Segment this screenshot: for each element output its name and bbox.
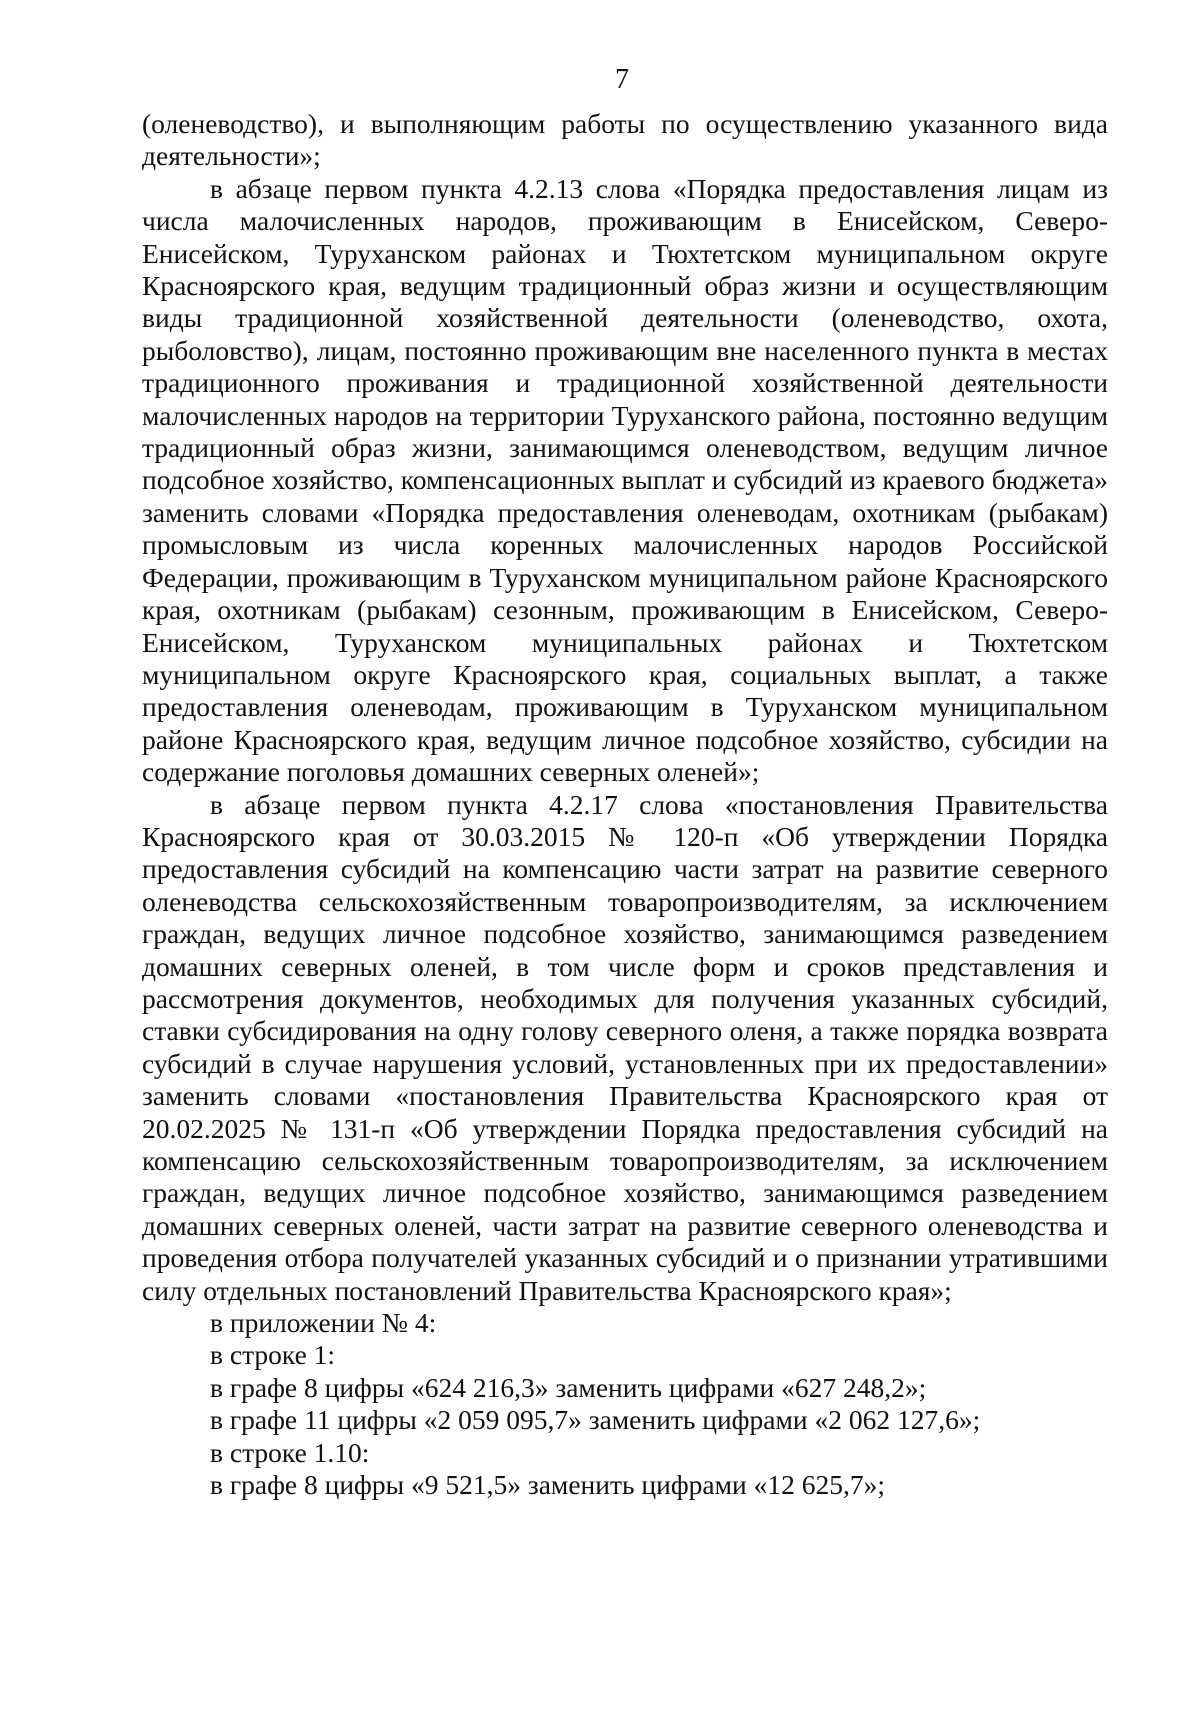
document-body (142, 108, 1108, 1501)
line-appendix-4: в приложении № 4: (210, 1307, 437, 1339)
line-row-1-10: в строке 1.10: (210, 1436, 370, 1468)
line-column-11-row-1: в графе 11 цифры «2 059 095,7» заменить цифрами «2 062 127,6»; (210, 1404, 981, 1436)
paragraph-item-4-2-13: в абзаце первом пункта 4.2.13 слова «Порядка предоставления лицам из числа малочисленных народов, проживающим в Енисейском, Северо-Енисейском, Туруханском районах и Тюхтетском муниципальном округе Красноярского края, ведущим традиционный образ жизни и осуществляющим виды традиционной хозяйственной деятельности (оленеводство, охота, рыболовство), лицам, постоянно проживающим вне населенного пункта в местах традиционного проживания и традиционной хозяйственной деятельности малочисленных народов на территории Туруханского района, постоянно ведущим традиционный образ жизни, занимающимся оленеводством, ведущим личное подсобное хозяйство, компенсационных выплат и субсидий из краевого бюджета» заменить словами «Порядка предоставления оленеводам, охотникам (рыбакам) промысловым из числа коренных малочисленных народов Российской Федерации, проживающим в Туруханском муниципальном районе Красноярского края, охотникам (рыбакам) сезонным, проживающим в Енисейском, Северо-Енисейском, Туруханском муниципальных районах и Тюхтетском муниципальном округе Красноярского края, социальных выплат, а также предоставления оленеводам, проживающим в Туруханском муниципальном районе Красноярского края, ведущим личное подсобное хозяйство, субсидии на содержание поголовья домашних северных оленей»; (142, 172, 1108, 788)
line-column-8-row-1: в графе 8 цифры «624 216,3» заменить цифрами «627 248,2»; (210, 1371, 927, 1403)
line-column-8-row-1-10: в графе 8 цифры «9 521,5» заменить цифрами «12 625,7»; (210, 1469, 885, 1501)
line-row-1: в строке 1: (210, 1339, 336, 1371)
paragraph-item-4-2-17: в абзаце первом пункта 4.2.17 слова «постановления Правительства Красноярского края от 30.03.2015 № 120-п «Об утверждении Порядка предоставления субсидий на компенсацию части затрат на развитие северного оленеводства сельскохозяйственным товаропроизводителям, за исключением граждан, ведущих личное подсобное хозяйство, занимающимся разведением домашних северных оленей, в том числе форм и сроков представления и рассмотрения документов, необходимых для получения указанных субсидий, ставки субсидирования на одну голову северного оленя, а также порядка возврата субсидий в случае нарушения условий, установленных при их предоставлении» заменить словами «постановления Правительства Красноярского края от 20.02.2025 № 131-п «Об утверждении Порядка предоставления субсидий на компенсацию сельскохозяйственным товаропроизводителям, за исключением граждан, ведущих личное подсобное хозяйство, занимающимся разведением домашних северных оленей, части затрат на развитие северного оленеводства и проведения отбора получателей указанных субсидий и о признании утратившими силу отдельных постановлений Правительства Красноярского края»; (142, 788, 1108, 1306)
paragraph-continuation: (оленеводство), и выполняющим работы по осуществлению указанного вида деятельности»; (142, 108, 1108, 172)
page-number: 7 (615, 64, 629, 95)
